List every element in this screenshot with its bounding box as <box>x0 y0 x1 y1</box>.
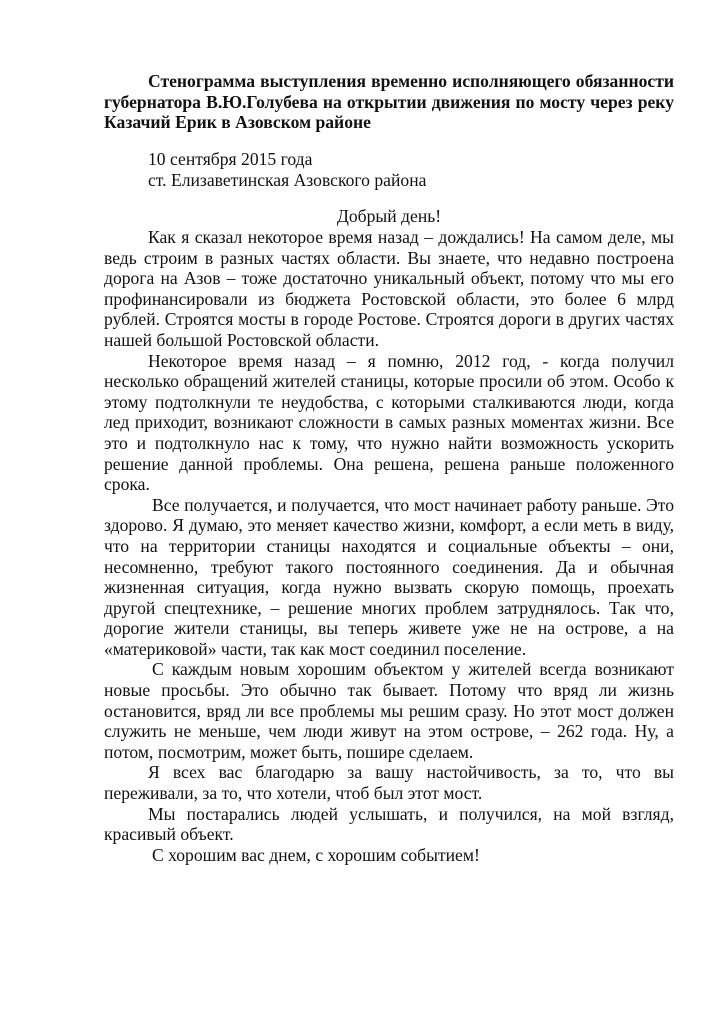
speech-paragraph-5: Я всех вас благодарю за вашу настойчивость, за то, что вы переживали, за то, что хотели, чтоб был этот мост. <box>104 762 674 804</box>
speech-paragraph-3: Все получается, и получается, что мост начинает работу раньше. Это здорово. Я думаю, это меняет качество жизни, комфорт, а если меть в виду, что на территории станицы находятся и социальные объекты – они, несомненно, требуют такого постоянного соединения. Да и обычная жизненная ситуация, когда нужно вызвать скорую помощь, проехать другой спецтехнике, – решение многих проблем затруднялось. Так что, дорогие жители станицы, вы теперь живете уже не на острове, а на «материковой» части, так как мост соединил поселение. <box>104 494 674 659</box>
speech-paragraph-1: Как я сказал некоторое время назад – дождались! На самом деле, мы ведь строим в разных частях области. Вы знаете, что недавно построена дорога на Азов – тоже достаточно уникальный объект, потому что мы его профинансировали из бюджета Ростовской области, это более 6 млрд рублей. Строятся мосты в городе Ростове. Строятся дороги в других частях нашей большой Ростовской области. <box>104 227 674 350</box>
document-location: ст. Елизаветинская Азовского района <box>148 169 427 190</box>
speech-paragraph-7: С хорошим вас днем, с хорошим событием! <box>152 844 480 865</box>
greeting: Добрый день! <box>336 206 442 226</box>
document-date: 10 сентября 2015 года <box>148 149 313 169</box>
document-meta <box>148 149 426 190</box>
speech-body <box>104 227 674 865</box>
speech-paragraph-6: Мы постарались людей услышать, и получился, на мой взгляд, красивый объект. <box>104 803 674 845</box>
document-title: Стенограмма выступления временно исполняющего обязанности губернатора В.Ю.Голубева на открытии движения по мосту через реку Казачий Ерик в Азовском районе <box>104 71 674 132</box>
speech-paragraph-2: Некоторое время назад – я помню, 2012 год, - когда получил несколько обращений жителей станицы, которые просили об этом. Особо к этому подтолкнули те неудобства, с которыми сталкиваются люди, когда лед приходит, возникают сложности в самых разных моментах жизни. Все это и подтолкнуло нас к тому, что нужно найти возможность ускорить решение данной проблемы. Она решена, решена раньше положенного срока. <box>104 350 674 495</box>
speech-paragraph-4: С каждым новым хорошим объектом у жителей всегда возникают новые просьбы. Это обычно так бывает. Потому что вряд ли жизнь остановится, вряд ли все проблемы мы решим сразу. Но этот мост должен служить не меньше, чем люди живут на этом острове, – 262 года. Ну, а потом, посмотрим, может быть, пошире сделаем. <box>104 659 674 762</box>
